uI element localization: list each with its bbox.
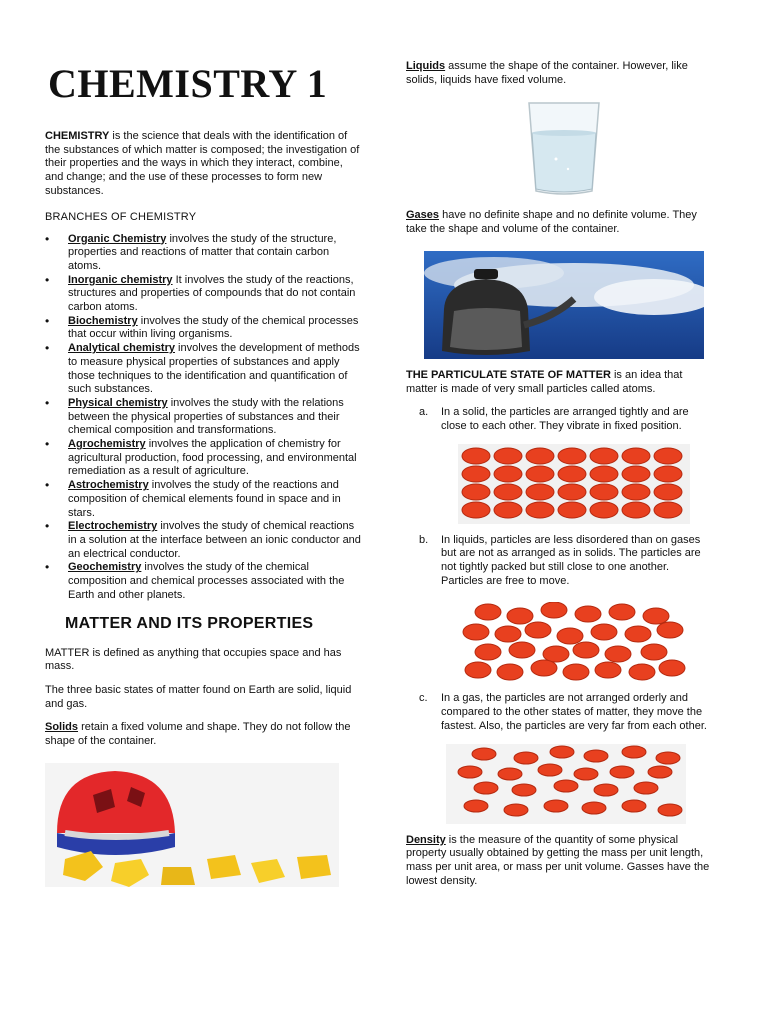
particle [498, 768, 522, 780]
particle [573, 642, 599, 658]
branch-text: involves the application of chemistry for agricultural production, food processing, and environmental remediation as a result of agriculture. [68, 438, 357, 478]
particle [525, 622, 551, 638]
liquid-particles-image [458, 602, 690, 682]
particle [538, 764, 562, 776]
particle [526, 484, 554, 500]
particle [494, 448, 522, 464]
particle [514, 752, 538, 764]
density-paragraph [406, 834, 714, 889]
particle [590, 466, 618, 482]
state-marker: c. [419, 692, 428, 705]
particle [541, 602, 567, 618]
particle [590, 448, 618, 464]
particle [590, 484, 618, 500]
particle [629, 664, 655, 680]
branch-term: Organic Chemistry [68, 232, 167, 245]
liquids-term: Liquids [406, 60, 446, 72]
shape-sorter-image [45, 763, 339, 887]
particle [558, 502, 586, 518]
particle [654, 502, 682, 518]
gases-text: have no definite shape and no definite volume. They take the shape and volume of the container. [406, 209, 697, 236]
particle [656, 752, 680, 764]
particle [610, 766, 634, 778]
gas-particles-image [446, 744, 686, 824]
water-glass-image [406, 99, 714, 199]
particle [657, 622, 683, 638]
branch-text: involves the development of methods to measure physical properties of substances and apply those techniques to the identification and quantification of such substances. [68, 342, 360, 396]
left-column [45, 60, 363, 887]
state-text: In liquids, particles are less disordered than on gases but are not as arranged as in solids. The particles are not tightly packed but still close to one another. Particles are free to move. [441, 533, 701, 587]
particle [497, 664, 523, 680]
particle [475, 644, 501, 660]
particle [654, 484, 682, 500]
intro-term: CHEMISTRY [45, 130, 110, 142]
particle [504, 804, 528, 816]
solid-particles-image [458, 444, 690, 524]
particle [495, 626, 521, 642]
branch-text: involves the study with the relations between the physical properties of substances and their chemical composition and transformations. [68, 396, 344, 437]
right-column [406, 60, 714, 888]
state-text: In a gas, the particles are not arranged orderly and compared to the other states of matter, they move the fastest. Also, the particles are very far from each other. [441, 692, 707, 732]
particle [531, 660, 557, 676]
branch-text: It involves the study of the reactions, structures and properties of compounds that do not contain carbon atoms. [68, 273, 356, 314]
particle [494, 502, 522, 518]
states-list [406, 406, 714, 433]
particulate-text: is an idea that matter is made of very small particles called atoms. [406, 368, 683, 395]
particle [622, 746, 646, 758]
list-item [406, 692, 714, 733]
list-item [45, 397, 363, 438]
particle [574, 768, 598, 780]
particle [622, 502, 650, 518]
particulate-term: THE PARTICULATE STATE OF MATTER [406, 368, 611, 381]
particle [557, 628, 583, 644]
particle [590, 502, 618, 518]
particle [659, 660, 685, 676]
branch-term: Agrochemistry [68, 438, 146, 451]
particle [474, 782, 498, 794]
branch-term: Physical chemistry [68, 396, 168, 409]
particle [465, 662, 491, 678]
particle [526, 502, 554, 518]
state-marker: a. [419, 406, 429, 419]
solids-paragraph [45, 721, 363, 748]
state-marker: b. [419, 533, 429, 546]
branch-text: involves the study of the structure, properties and reactions of matter that contain carbon atoms. [68, 232, 337, 272]
branches-list [45, 233, 363, 603]
state-text: In a solid, the particles are arranged tightly and are close to each other. They vibrate in fixed position. [441, 406, 689, 432]
branch-term: Geochemistry [68, 561, 142, 574]
particle [622, 448, 650, 464]
branch-term: Biochemistry [68, 314, 138, 327]
particle [509, 642, 535, 658]
particle [512, 784, 536, 796]
branch-text: involves the study of chemical reactions in a solution at the interface between an ionic conductor and an electrical conductor. [68, 520, 361, 560]
particle [609, 604, 635, 620]
solids-term: Solids [45, 721, 79, 734]
intro-paragraph [45, 130, 363, 199]
matter-definition: MATTER is defined as anything that occupies space and has mass. [45, 646, 342, 673]
particulate-paragraph [406, 369, 714, 396]
list-item [45, 561, 363, 602]
branch-term: Electrochemistry [68, 520, 158, 533]
particle [462, 448, 490, 464]
particle [472, 748, 496, 760]
density-text: is the measure of the quantity of some physical property usually obtained by getting the mass per unit length, mass per unit area, or mass per unit volume. Gasses have the lowest density. [406, 833, 710, 887]
list-item [45, 274, 363, 315]
density-term: Density [406, 833, 446, 846]
particle [605, 646, 631, 662]
list-item [45, 438, 363, 479]
list-item [45, 520, 363, 561]
particle [582, 802, 606, 814]
particle [634, 782, 658, 794]
branch-text: involves the study of the chemical composition and chemical processes associated with the Earth and other planets. [68, 561, 345, 601]
particle [594, 784, 618, 796]
particle [544, 800, 568, 812]
particle [475, 604, 501, 620]
list-item [45, 479, 363, 520]
particle [584, 750, 608, 762]
liquids-paragraph [406, 60, 714, 87]
list-item [406, 534, 714, 589]
particle [658, 804, 682, 816]
particle [463, 624, 489, 640]
particle [622, 800, 646, 812]
particle [643, 608, 669, 624]
particle [507, 608, 533, 624]
particle [654, 466, 682, 482]
particle [462, 466, 490, 482]
particle [554, 780, 578, 792]
branch-text: involves the study of the reactions and composition of chemical elements found in space and in stars. [68, 479, 341, 519]
particle [558, 448, 586, 464]
particle [494, 466, 522, 482]
page-title: CHEMISTRY 1 [48, 61, 328, 106]
particle [526, 466, 554, 482]
particle [458, 766, 482, 778]
particle [595, 662, 621, 678]
gases-term: Gases [406, 209, 440, 222]
branch-term: Inorganic chemistry [68, 273, 173, 286]
list-item [45, 233, 363, 274]
particle [558, 484, 586, 500]
kettle-steam-image [424, 251, 704, 359]
list-item [45, 315, 363, 342]
particle [622, 466, 650, 482]
particle [494, 484, 522, 500]
intro-text: is the science that deals with the identification of the substances of which matter is composed; the investigation of their properties and the ways in which they interact, combine, and change; and the use of these processes to form new substances. [45, 130, 360, 197]
branch-term: Analytical chemistry [68, 342, 175, 355]
list-item [45, 342, 363, 397]
particle [464, 800, 488, 812]
particle [575, 606, 601, 622]
matter-heading: MATTER AND ITS PROPERTIES [65, 614, 314, 632]
particle [462, 484, 490, 500]
particle [550, 746, 574, 758]
particle [622, 484, 650, 500]
particle [543, 646, 569, 662]
particle [648, 766, 672, 778]
particle [625, 626, 651, 642]
branches-heading: BRANCHES OF CHEMISTRY [45, 210, 197, 223]
particle [591, 624, 617, 640]
particle [462, 502, 490, 518]
branch-text: involves the study of the chemical processes that occur within living organisms. [68, 314, 359, 341]
list-item [406, 406, 714, 433]
particle [558, 466, 586, 482]
liquids-text: assume the shape of the container. However, like solids, liquids have fixed volume. [406, 60, 688, 86]
branch-term: Astrochemistry [68, 479, 149, 492]
three-states-paragraph: The three basic states of matter found on Earth are solid, liquid and gas. [45, 683, 352, 710]
solids-text: retain a fixed volume and shape. They do not follow the shape of the container. [45, 721, 351, 748]
particle [641, 644, 667, 660]
gases-paragraph [406, 209, 714, 236]
particle [654, 448, 682, 464]
particle [526, 448, 554, 464]
particle [563, 664, 589, 680]
